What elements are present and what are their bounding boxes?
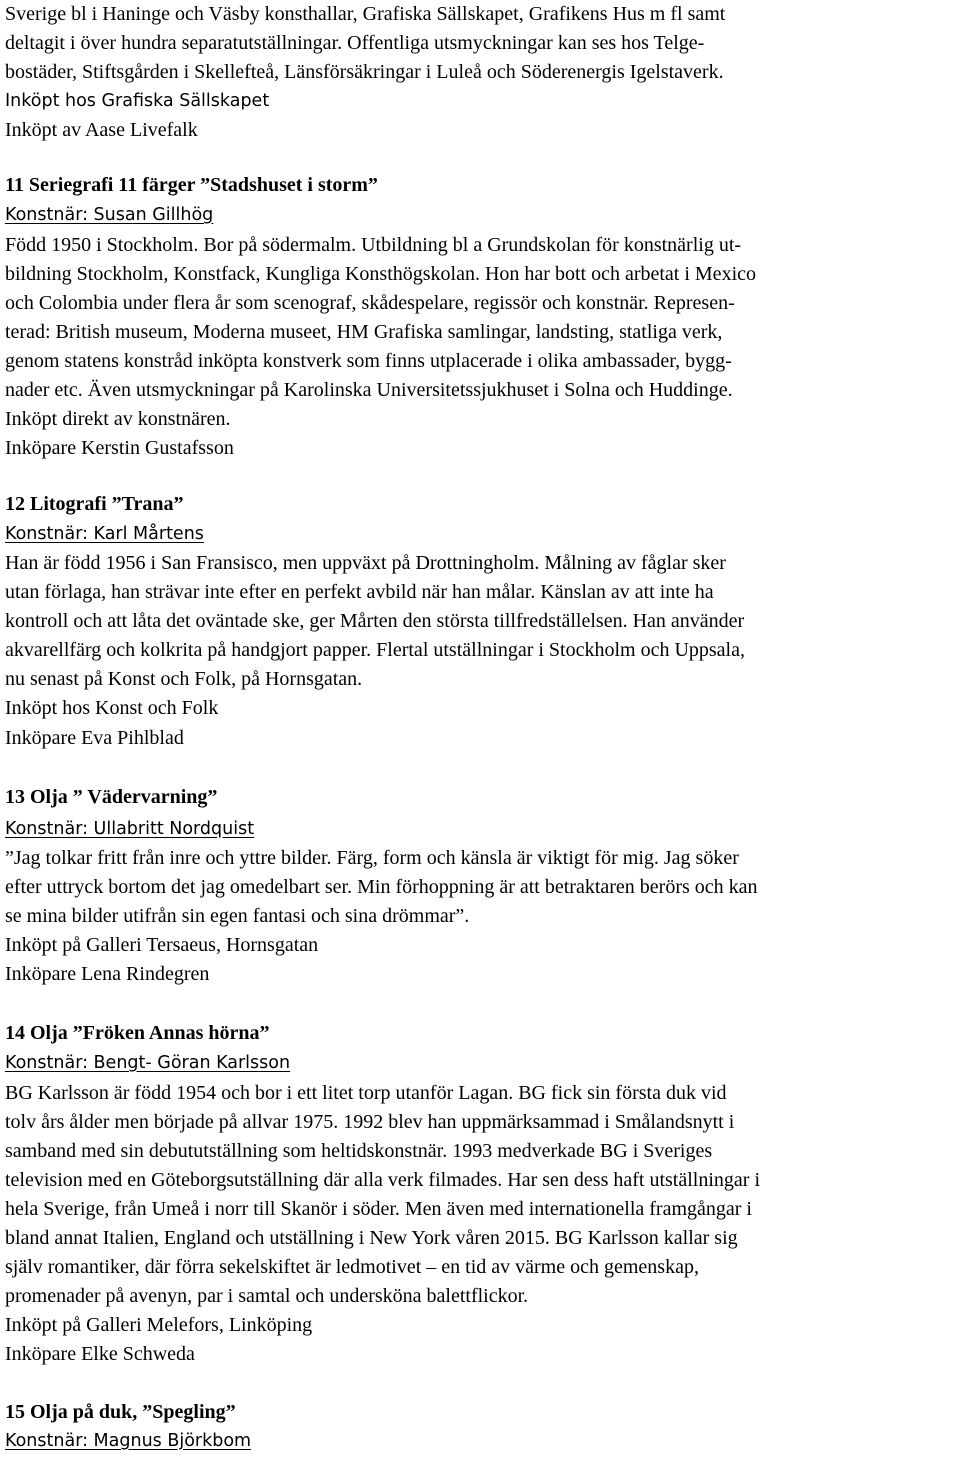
intro-line-1: Sverige bl i Haninge och Väsby konsthallar, Grafiska Sällskapet, Grafikens Hus m fl samt (5, 3, 726, 25)
item-13-line-4: Inköpt på Galleri Tersaeus, Hornsgatan (5, 934, 319, 956)
item-13-line-3: se mina bilder utifrån sin egen fantasi och sina drömmar”. (5, 905, 470, 927)
item-11-artist: Konstnär: Susan Gillhög (5, 205, 214, 225)
item-11-line-4: terad: British museum, Moderna museet, HM Grafiska samlingar, landsting, statliga verk, (5, 321, 723, 343)
item-14-heading: 14 Olja ”Fröken Annas hörna” (5, 1022, 270, 1044)
item-14-line-9: Inköpt på Galleri Melefors, Linköping (5, 1314, 313, 1336)
item-11-line-2: bildning Stockholm, Konstfack, Kungliga Konsthögskolan. Hon har bott och arbetat i Mexico (5, 263, 756, 285)
item-15-artist: Konstnär: Magnus Björkbom (5, 1431, 252, 1451)
item-13-artist: Konstnär: Ullabritt Nordquist (5, 819, 255, 839)
item-12-heading: 12 Litografi ”Trana” (5, 493, 184, 515)
item-13-heading: 13 Olja ” Vädervarning” (5, 786, 218, 808)
item-14-line-2: tolv års ålder men började på allvar 1975. 1992 blev han uppmärksammad i Smålandsnytt i (5, 1111, 735, 1133)
intro-bought-by: Inköpt av Aase Livefalk (5, 119, 198, 141)
item-11-heading: 11 Seriegrafi 11 färger ”Stadshuset i storm” (5, 174, 378, 196)
item-12-line-2: utan förlaga, han strävar inte efter en perfekt avbild när han målar. Känslan av att inte ha (5, 581, 714, 603)
intro-line-2: deltagit i över hundra separatutställningar. Offentliga utsmyckningar kan ses hos Telge- (5, 32, 705, 54)
item-11-line-6: nader etc. Även utsmyckningar på Karolinska Universitetssjukhuset i Solna och Huddinge. (5, 379, 733, 401)
item-11-line-1: Född 1950 i Stockholm. Bor på södermalm. Utbildning bl a Grundskolan för konstnärlig ut- (5, 234, 742, 256)
item-14-line-3: samband med sin debututställning som heltidskonstnär. 1993 medverkade BG i Sveriges (5, 1140, 713, 1162)
item-14-line-1: BG Karlsson är född 1954 och bor i ett litet torp utanför Lagan. BG fick sin första duk vid (5, 1082, 727, 1104)
item-12-line-1: Han är född 1956 i San Fransisco, men uppväxt på Drottningholm. Målning av fåglar sker (5, 552, 726, 574)
item-15-heading: 15 Olja på duk, ”Spegling” (5, 1401, 236, 1423)
intro-bought-at: Inköpt hos Grafiska Sällskapet (5, 91, 270, 111)
item-13-line-5: Inköpare Lena Rindegren (5, 963, 210, 985)
item-13-line-2: efter uttryck bortom det jag omedelbart ser. Min förhoppning är att betraktaren berörs och kan (5, 876, 758, 898)
item-14-line-10: Inköpare Elke Schweda (5, 1343, 195, 1365)
item-14-line-7: själv romantiker, där förra sekelskiftet är ledmotivet – en tid av värme och gemenskap, (5, 1256, 699, 1278)
item-14-line-5: hela Sverige, från Umeå i norr till Skanör i söder. Men även med internationella framgångar i (5, 1198, 752, 1220)
item-12-line-4: akvarellfärg och kolkrita på handgjort papper. Flertal utställningar i Stockholm och Uppsala, (5, 639, 745, 661)
item-12-line-7: Inköpare Eva Pihlblad (5, 727, 184, 749)
item-11-line-5: genom statens konstråd inköpta konstverk som finns utplacerade i olika ambassader, bygg- (5, 350, 732, 372)
item-12-artist: Konstnär: Karl Mårtens (5, 524, 204, 544)
item-14-line-8: promenader på avenyn, par i samtal och undersköna balettflickor. (5, 1285, 529, 1307)
item-14-artist: Konstnär: Bengt- Göran Karlsson (5, 1053, 291, 1073)
item-14-line-6: bland annat Italien, England och utställning i New York våren 2015. BG Karlsson kallar sig (5, 1227, 738, 1249)
item-12-line-3: kontroll och att låta det oväntade ske, ger Mårten den största tillfredställelsen. Han använder (5, 610, 745, 632)
item-13-line-1: ”Jag tolkar fritt från inre och yttre bilder. Färg, form och känsla är viktigt för mig. Jag söker (5, 847, 739, 869)
item-11-line-7: Inköpt direkt av konstnären. (5, 408, 231, 430)
intro-line-3: bostäder, Stiftsgården i Skellefteå, Länsförsäkringar i Luleå och Söderenergis Igelstaverk. (5, 61, 724, 83)
item-14-line-4: television med en Göteborgsutställning där alla verk filmades. Har sen dess haft utställningar i (5, 1169, 760, 1191)
item-12-line-5: nu senast på Konst och Folk, på Hornsgatan. (5, 668, 363, 690)
item-11-line-3: och Colombia under flera år som scenograf, skådespelare, regissör och konstnär. Represen- (5, 292, 735, 314)
item-12-line-6: Inköpt hos Konst och Folk (5, 697, 219, 719)
item-11-line-8: Inköpare Kerstin Gustafsson (5, 437, 234, 459)
